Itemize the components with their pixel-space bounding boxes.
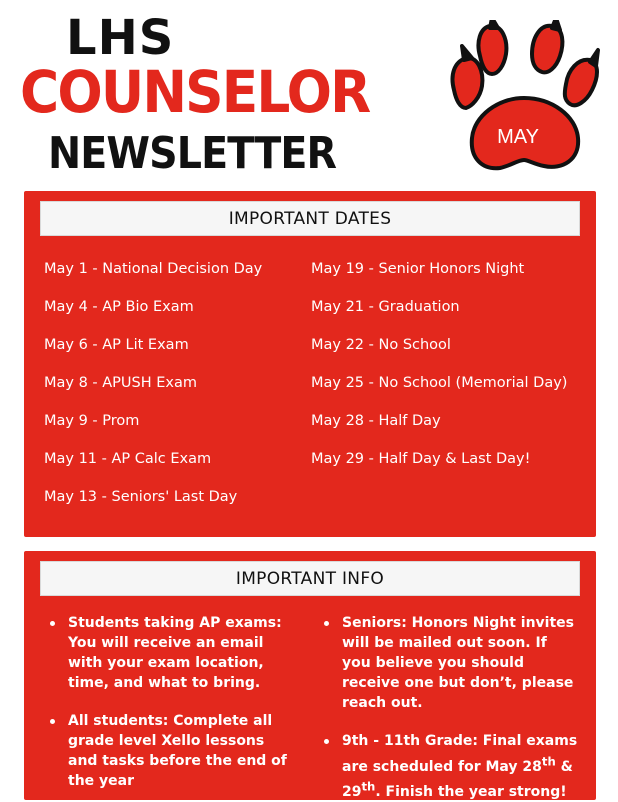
date-item: May 11 - AP Calc Exam (44, 451, 212, 467)
important-dates-title: IMPORTANT DATES (40, 201, 580, 236)
newsletter-header (0, 0, 618, 190)
month-badge: MAY (497, 126, 539, 148)
superscript: th (541, 754, 556, 768)
info-text: Seniors: Honors Night invites will be mailed out soon. If you believe you should receive one but don’t, please reach out. (342, 615, 574, 711)
info-text-part: . Finish the year strong! (375, 784, 567, 801)
paw-print-icon (444, 20, 604, 185)
info-item (320, 731, 580, 802)
date-item: May 28 - Half Day (311, 413, 441, 429)
important-info-panel (24, 551, 596, 800)
info-column-right (320, 613, 580, 802)
date-item: May 4 - AP Bio Exam (44, 299, 194, 315)
important-info-title: IMPORTANT INFO (40, 561, 580, 596)
date-item: May 29 - Half Day & Last Day! (311, 451, 531, 467)
info-item (46, 613, 296, 693)
important-dates-panel (24, 191, 596, 537)
title-lhs: LHS (66, 10, 175, 66)
info-text-part: 9th - 11th Grade: Final exams are scheduled for May 28 (342, 733, 578, 775)
info-item (46, 711, 296, 791)
dates-column-right (311, 259, 567, 487)
date-item: May 8 - APUSH Exam (44, 375, 198, 391)
date-item: May 21 - Graduation (311, 299, 460, 315)
date-item: May 22 - No School (311, 337, 451, 353)
date-item: May 1 - National Decision Day (44, 261, 263, 277)
bullet-icon (324, 621, 329, 626)
info-text-part: & 29 (342, 758, 573, 801)
dates-column-left (44, 259, 262, 525)
info-column-left (46, 613, 296, 791)
date-item: May 6 - AP Lit Exam (44, 337, 189, 353)
date-item: May 19 - Senior Honors Night (311, 261, 525, 277)
date-item: May 25 - No School (Memorial Day) (311, 375, 568, 391)
title-counselor: COUNSELOR (20, 58, 370, 126)
bullet-icon (50, 621, 55, 626)
bullet-icon (50, 719, 55, 724)
date-item: May 9 - Prom (44, 413, 140, 429)
title-newsletter: NEWSLETTER (48, 128, 337, 179)
bullet-icon (324, 739, 329, 744)
info-text: Students taking AP exams: You will receive an email with your exam location, time, and what to bring. (68, 615, 282, 691)
superscript: th (361, 779, 376, 794)
info-item (320, 613, 580, 713)
info-text: All students: Complete all grade level Xello lessons and tasks before the end of the year (68, 713, 287, 789)
info-text (342, 733, 577, 800)
date-item: May 13 - Seniors' Last Day (44, 489, 238, 505)
